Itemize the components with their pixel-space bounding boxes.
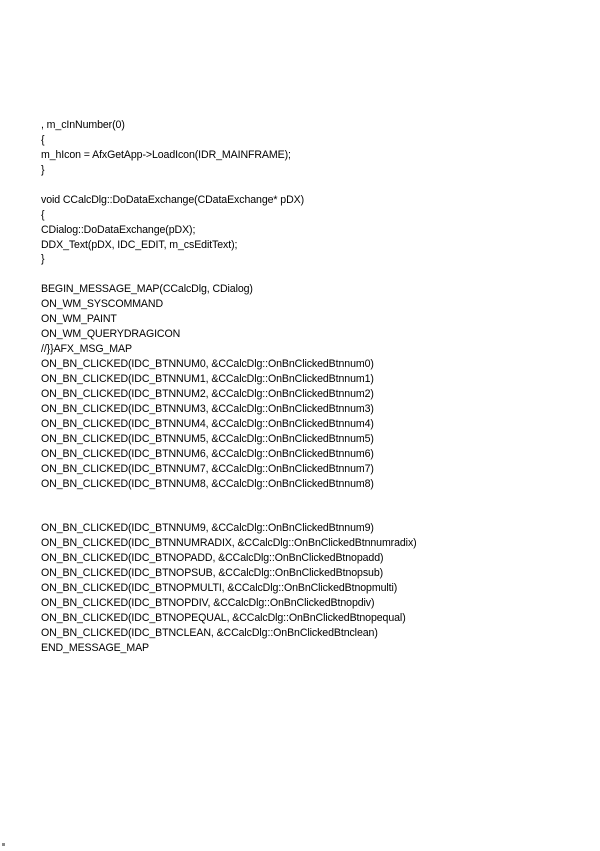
code-line: END_MESSAGE_MAP: [41, 641, 150, 654]
code-line: BEGIN_MESSAGE_MAP(CCalcDlg, CDialog): [41, 283, 253, 296]
code-line: ON_BN_CLICKED(IDC_BTNOPADD, &CCalcDlg::OnBnClickedBtnopadd): [41, 552, 384, 565]
code-line: ON_WM_QUERYDRAGICON: [41, 328, 181, 341]
code-line: DDX_Text(pDX, IDC_EDIT, m_csEditText);: [41, 238, 238, 251]
code-line: ON_BN_CLICKED(IDC_BTNNUM3, &CCalcDlg::OnBnClickedBtnnum3): [41, 402, 374, 415]
code-line: ON_BN_CLICKED(IDC_BTNOPEQUAL, &CCalcDlg::OnBnClickedBtnopequal): [41, 611, 406, 624]
code-line: ON_BN_CLICKED(IDC_BTNNUM2, &CCalcDlg::OnBnClickedBtnnum2): [41, 387, 374, 400]
code-line: ON_BN_CLICKED(IDC_BTNNUM9, &CCalcDlg::OnBnClickedBtnnum9): [41, 522, 374, 535]
code-line: }: [41, 163, 45, 176]
code-line: CDialog::DoDataExchange(pDX);: [41, 223, 196, 236]
code-line: ON_BN_CLICKED(IDC_BTNNUM0, &CCalcDlg::OnBnClickedBtnnum0): [41, 358, 374, 370]
blank-line: [41, 178, 581, 193]
code-line: {: [41, 133, 45, 146]
code-line: ON_BN_CLICKED(IDC_BTNNUM8, &CCalcDlg::OnBnClickedBtnnum8): [41, 477, 374, 490]
code-line: {: [41, 208, 45, 221]
code-line: void CCalcDlg::DoDataExchange(CDataExchange* pDX): [41, 193, 305, 206]
code-line: ON_BN_CLICKED(IDC_BTNOPDIV, &CCalcDlg::OnBnClickedBtnopdiv): [41, 597, 375, 610]
code-line: ON_BN_CLICKED(IDC_BTNNUM4, &CCalcDlg::OnBnClickedBtnnum4): [41, 417, 374, 430]
code-line: m_hIcon = AfxGetApp->LoadIcon(IDR_MAINFRAME);: [41, 148, 291, 161]
blank-line: [41, 267, 581, 282]
code-line: ON_WM_SYSCOMMAND: [41, 298, 164, 311]
code-line: , m_cInNumber(0): [41, 119, 125, 131]
code-line: //}}AFX_MSG_MAP: [41, 343, 132, 356]
code-line: ON_WM_PAINT: [41, 313, 117, 326]
corner-dot: [2, 843, 5, 846]
code-line: ON_BN_CLICKED(IDC_BTNNUM7, &CCalcDlg::OnBnClickedBtnnum7): [41, 462, 374, 475]
blank-line: [41, 491, 581, 521]
code-line: ON_BN_CLICKED(IDC_BTNOPMULTI, &CCalcDlg::OnBnClickedBtnopmulti): [41, 582, 398, 595]
code-line: ON_BN_CLICKED(IDC_BTNNUM1, &CCalcDlg::OnBnClickedBtnnum1): [41, 372, 374, 385]
code-line: ON_BN_CLICKED(IDC_BTNNUMRADIX, &CCalcDlg::OnBnClickedBtnnumradix): [41, 537, 417, 550]
code-listing: [41, 118, 581, 656]
code-line: }: [41, 253, 45, 266]
code-line: ON_BN_CLICKED(IDC_BTNNUM5, &CCalcDlg::OnBnClickedBtnnum5): [41, 432, 374, 445]
code-line: ON_BN_CLICKED(IDC_BTNOPSUB, &CCalcDlg::OnBnClickedBtnopsub): [41, 567, 384, 580]
code-line: ON_BN_CLICKED(IDC_BTNNUM6, &CCalcDlg::OnBnClickedBtnnum6): [41, 447, 374, 460]
code-line: ON_BN_CLICKED(IDC_BTNCLEAN, &CCalcDlg::OnBnClickedBtnclean): [41, 626, 378, 639]
